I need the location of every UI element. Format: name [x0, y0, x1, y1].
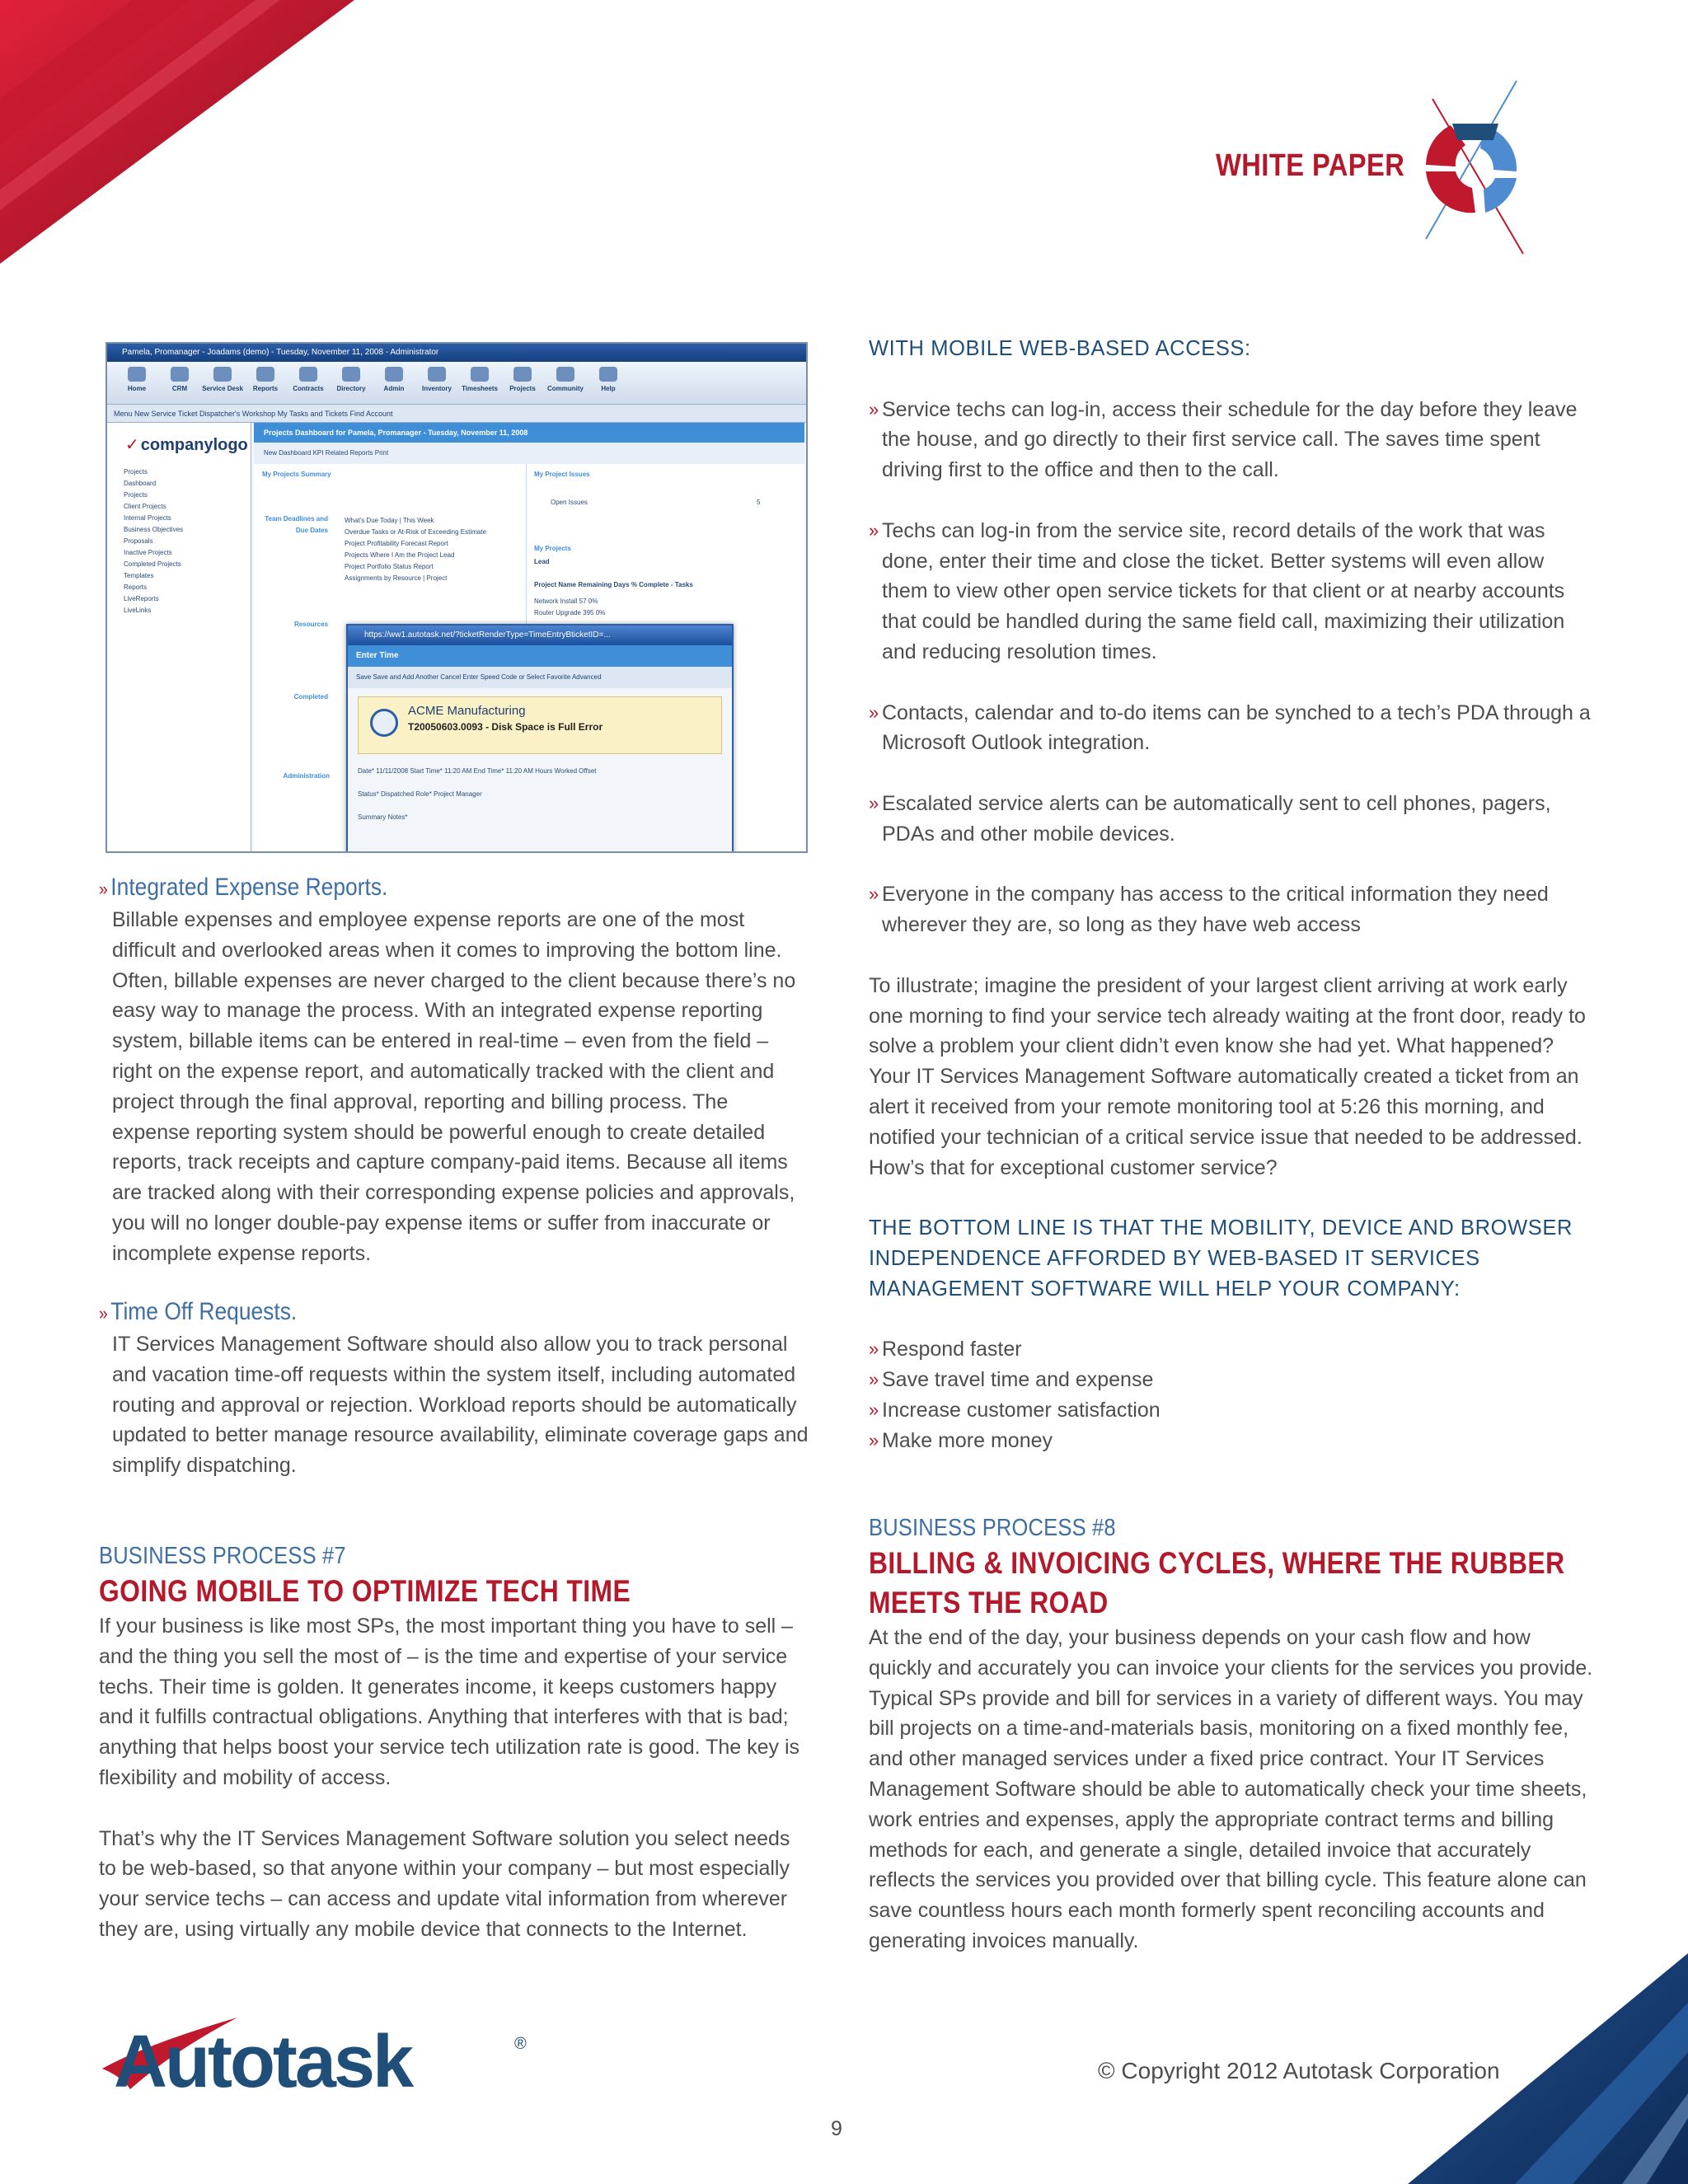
autotask-logo — [97, 2011, 534, 2102]
autotask-logo-text: Autotask — [114, 2021, 412, 2102]
timeoff-text: IT Services Management Software should also allow you to track personal and vacation time-off requests within the system itself, including automated routing and approval or rejection. Workload reports should be automatically updated to better manage resource availability, eliminate coverage gaps and simplify dispatching. — [112, 1333, 809, 1478]
toolbar-community: Community — [544, 362, 587, 404]
raquo-icon: » — [99, 1303, 108, 1324]
bp8-title: BILLING & INVOICING CYCLES, WHERE THE RUBBER MEETS THE ROAD — [869, 1546, 1565, 1619]
raquo-icon: » — [869, 519, 879, 541]
administration-label: Administration — [283, 772, 330, 780]
bp8-label: BUSINESS PROCESS #8 — [869, 1515, 1116, 1541]
app-screenshot — [106, 342, 808, 853]
dashboard-links: What's Due Today | This Week Overdue Tasks or At-Risk of Exceeding Estimate Project Profitability Forecast Report Projects Where I Am the Project Lead Project Portfolio Status Report Assignments by Resource | Project — [345, 517, 486, 582]
raquo-icon: » — [869, 792, 879, 813]
mobile-bullet: » Techs can log-in from the service site, record details of the work that was done, enter their time and close the ticket. Better systems will even allow them to view other open service tickets for that client or at nearby accounts that could be handled during the same field call, maximizing their utilization and reducing resolution times. — [869, 516, 1594, 668]
enter-time-dialog — [346, 624, 734, 853]
dashboard-buttons: New Dashboard KPI Related Reports Print — [254, 443, 804, 464]
expense-heading: » Integrated Expense Reports. — [99, 874, 388, 901]
mobile-access-section — [869, 334, 1594, 1455]
benefit-item: » Increase customer satisfaction — [869, 1395, 1594, 1426]
mobile-bullet: » Everyone in the company has access to the critical information they need wherever they are, so long as they have web access — [869, 879, 1594, 940]
open-issues-count: 5 — [757, 499, 761, 506]
my-projects-heading: My Projects — [534, 545, 571, 552]
bp7-section — [99, 1543, 809, 1945]
benefit-item: » Respond faster — [869, 1334, 1594, 1365]
benefit-item: » Save travel time and expense — [869, 1365, 1594, 1395]
corner-decoration-top-left — [0, 0, 354, 264]
toolbar-service-desk: Service Desk — [201, 362, 244, 404]
screenshot-title-bar: Pamela, Promanager - Joadams (demo) - Tuesday, November 11, 2008 - Administrator — [107, 344, 806, 362]
dialog-buttons: Save Save and Add Another Cancel Enter Speed Code or Select Favorite Advanced — [348, 667, 732, 688]
dialog-fields: Date* 11/11/2008 Start Time* 11:20 AM End Time* 11:20 AM Hours Worked Offset — [358, 767, 597, 775]
toolbar-projects: Projects — [501, 362, 544, 404]
benefit-item: » Make more money — [869, 1426, 1594, 1456]
resources-label: Resources — [294, 621, 328, 628]
ticket-title: T20050603.0093 - Disk Space is Full Error — [408, 721, 603, 733]
mobile-bullet: » Service techs can log-in, access their schedule for the day before they leave the house, and go directly to their first service call. The saves time spent driving first to the office and then to the call. — [869, 395, 1594, 485]
bp7-label: BUSINESS PROCESS #7 — [99, 1543, 346, 1569]
toolbar-reports: Reports — [244, 362, 287, 404]
mobile-bullet: » Escalated service alerts can be automatically sent to cell phones, pagers, PDAs and other mobile devices. — [869, 789, 1594, 850]
registered-mark: ® — [514, 2035, 527, 2053]
bp7-title: GOING MOBILE TO OPTIMIZE TECH TIME — [99, 1574, 631, 1608]
white-paper-label: WHITE PAPER — [1216, 148, 1405, 183]
mobile-bullet: » Contacts, calendar and to-do items can be synched to a tech’s PDA through a Microsoft Outlook integration. — [869, 698, 1594, 759]
team-deadlines-label: Team Deadlines and Due Dates — [265, 515, 328, 534]
timeoff-section — [99, 1298, 809, 1481]
ticket-card — [358, 696, 722, 754]
raquo-icon: » — [99, 879, 108, 899]
dashboard-title: Projects Dashboard for Pamela, Promanager - Tuesday, November 11, 2008 — [254, 423, 804, 443]
raquo-icon: » — [869, 1369, 879, 1390]
screenshot-nav-bar: Menu New Service Ticket Dispatcher's Workshop My Tasks and Tickets Find Account — [107, 405, 806, 423]
timeoff-heading: » Time Off Requests. — [99, 1298, 298, 1325]
expense-section — [99, 874, 809, 1269]
toolbar-home: Home — [115, 362, 158, 404]
expense-text: Billable expenses and employee expense reports are one of the most difficult and overlooked areas when it comes to improving the bottom line. Often, billable expenses are never charged to the client because there’s no easy way to manage the process. With an integrated expense reporting system, billable items can be entered in real-time – even from the field – right on the expense report, and automatically tracked with the client and project through the final approval, reporting and billing process. The expense reporting system should be powerful enough to create detailed reports, track receipts and capture company-paid items. Because all items are tracked along with their corresponding expense policies and approvals, you will no longer double-pay expense items or suffer from inaccurate or incomplete expense reports. — [112, 908, 796, 1265]
mobile-heading: WITH MOBILE WEB-BASED ACCESS: — [869, 337, 1251, 360]
toolbar-inventory: Inventory — [415, 362, 458, 404]
raquo-icon: » — [869, 883, 879, 905]
bottom-line-heading: THE BOTTOM LINE IS THAT THE MOBILITY, DEVICE AND BROWSER INDEPENDENCE AFFORDED BY WEB-BASED IT SERVICES MANAGEMENT SOFTWARE WILL HELP YOUR COMPANY: — [869, 1216, 1573, 1301]
projects-table-rows: Network Install 57 0% Router Upgrade 395 0% — [534, 598, 606, 616]
raquo-icon: » — [869, 398, 879, 419]
raquo-icon: » — [869, 1429, 879, 1451]
screenshot-sidebar — [107, 423, 251, 851]
raquo-icon: » — [869, 701, 879, 723]
toolbar-timesheets: Timesheets — [458, 362, 501, 404]
screenshot-toolbar — [107, 362, 806, 405]
raquo-icon: » — [869, 1338, 879, 1360]
illustrate-paragraph: To illustrate; imagine the president of your largest client arriving at work early one morning to find your service tech already waiting at the front door, ready to solve a problem your client didn’t even know she had yet. What happened? Your IT Services Management Software automatically created a ticket from an alert it received from your remote monitoring tool at 5:26 this morning, and notified your technician of a critical service issue that needed to be addressed. How’s that for exceptional customer service? — [869, 973, 1586, 1179]
issues-heading: My Project Issues — [534, 471, 590, 478]
raquo-icon: » — [869, 1399, 879, 1420]
white-paper-emblem-icon — [1401, 74, 1541, 264]
mobile-bullet-list — [869, 395, 1594, 940]
bp8-section — [869, 1515, 1594, 1957]
copyright-text: © Copyright 2012 Autotask Corporation — [1098, 2058, 1500, 2083]
project-tree: Projects Dashboard Projects Client Projects Internal Projects Business Objectives Proposals Inactive Projects Completed Projects Templates Reports LiveReports LiveLinks — [124, 468, 184, 614]
bp7-paragraph-2: That’s why the IT Services Management Software solution you select needs to be web-based, so that anyone within your company – but most especially your service techs – can access and update vital information from wherever they are, using virtually any mobile device that connects to the Internet. — [99, 1826, 790, 1941]
clock-icon — [370, 709, 398, 737]
ticket-company: ACME Manufacturing — [408, 704, 526, 718]
benefits-list — [869, 1334, 1594, 1455]
company-logo: ✓ companylogo — [107, 423, 251, 455]
projects-table-header: Project Name Remaining Days % Complete - Tasks — [534, 581, 693, 588]
toolbar-admin: Admin — [373, 362, 415, 404]
toolbar-directory: Directory — [330, 362, 373, 404]
toolbar-contracts: Contracts — [287, 362, 330, 404]
dialog-url-bar: https://ww1.autotask.net/?ticketRenderType=TimeEntryBticketID=... — [348, 626, 732, 645]
dialog-title: Enter Time — [348, 645, 732, 667]
dialog-fields-2: Status* Dispatched Role* Project Manager — [358, 790, 482, 798]
toolbar-help: Help — [587, 362, 630, 404]
page-number: 9 — [831, 2117, 842, 2140]
open-issues: Open Issues — [551, 499, 588, 506]
summary-heading: My Projects Summary — [262, 471, 331, 478]
lead-heading: Lead — [534, 558, 550, 565]
completed-label: Completed — [293, 693, 328, 701]
toolbar-crm: CRM — [158, 362, 201, 404]
dialog-notes-label: Summary Notes* — [358, 813, 408, 821]
bp8-text: At the end of the day, your business depends on your cash flow and how quickly and accurately you can invoice your clients for the services you provide. Typical SPs provide and bill for services in a variety of different ways. You may bill projects on a time-and-materials basis, monitoring on a fixed monthly fee, and other managed services under a fixed price contract. Your IT Services Management Software should be able to automatically check your time sheets, work entries and expenses, apply the appropriate contract terms and billing methods for each, and generate a single, detailed invoice that accurately reflects the services you provided over that billing cycle. This feature alone can save countless hours each month formerly spent reconciling accounts and generating invoices manually. — [869, 1626, 1593, 1952]
bp7-paragraph-1: If your business is like most SPs, the most important thing you have to sell – and the thing you sell the most of – is the time and expertise of your service techs. Their time is golden. It generates income, it keeps customers happy and it fulfills contractual obligations. Anything that interferes with that is bad; anything that helps boost your service tech utilization rate is good. The key is flexibility and mobility of access. — [99, 1615, 800, 1789]
